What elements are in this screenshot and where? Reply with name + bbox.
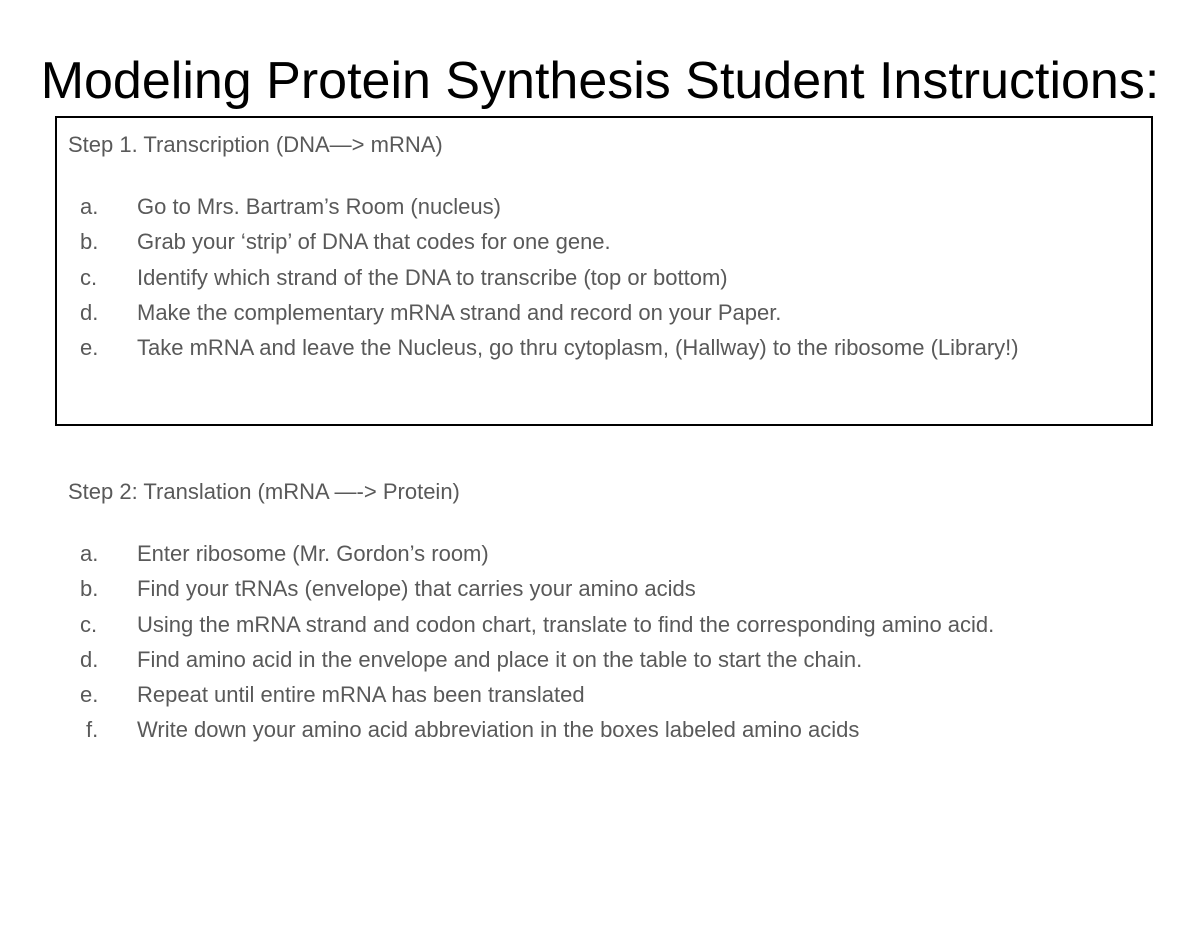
list-item-text: Find your tRNAs (envelope) that carries your amino acids	[137, 576, 696, 602]
step2-list	[0, 536, 1200, 748]
list-item	[0, 330, 1200, 365]
list-item	[0, 677, 1200, 712]
list-marker: c.	[80, 264, 98, 290]
list-marker: d.	[80, 299, 99, 325]
step1-heading: Step 1. Transcription (DNA—> mRNA)	[68, 132, 443, 157]
list-item	[0, 260, 1200, 295]
list-marker: a.	[80, 541, 99, 566]
list-marker: e.	[80, 335, 99, 361]
list-item-text: Make the complementary mRNA strand and record on your Paper.	[137, 299, 782, 325]
list-marker: d.	[80, 646, 99, 672]
list-item-text: Using the mRNA strand and codon chart, translate to find the corresponding amino acid.	[137, 611, 995, 637]
step1-list	[0, 189, 1200, 365]
list-item	[0, 536, 1200, 571]
list-item	[0, 189, 1200, 224]
list-item	[0, 571, 1200, 606]
list-item-text: Write down your amino acid abbreviation in the boxes labeled amino acids	[137, 717, 860, 743]
list-item	[0, 712, 1200, 747]
list-item-text: Take mRNA and leave the Nucleus, go thru cytoplasm, (Hallway) to the ribosome (Library!)	[137, 335, 1019, 361]
list-item	[0, 295, 1200, 330]
list-item-text: Enter ribosome (Mr. Gordon’s room)	[137, 541, 489, 566]
list-marker: e.	[80, 682, 99, 708]
list-item-text: Go to Mrs. Bartram’s Room (nucleus)	[137, 194, 501, 219]
list-item	[0, 224, 1200, 259]
list-item	[0, 607, 1200, 642]
list-item	[0, 642, 1200, 677]
list-marker: b.	[80, 576, 99, 602]
list-marker: b.	[80, 229, 99, 255]
list-item-text: Find amino acid in the envelope and place it on the table to start the chain.	[137, 646, 863, 672]
page-title: Modeling Protein Synthesis Student Instructions:	[40, 52, 1160, 110]
list-item-text: Repeat until entire mRNA has been translated	[137, 682, 585, 708]
list-item-text: Grab your ‘strip’ of DNA that codes for one gene.	[137, 229, 611, 255]
list-marker: c.	[80, 611, 98, 637]
list-marker: a.	[80, 194, 99, 219]
list-marker: f.	[86, 717, 99, 743]
list-item-text: Identify which strand of the DNA to transcribe (top or bottom)	[137, 264, 728, 290]
step2-heading: Step 2: Translation (mRNA —-> Protein)	[68, 479, 460, 504]
